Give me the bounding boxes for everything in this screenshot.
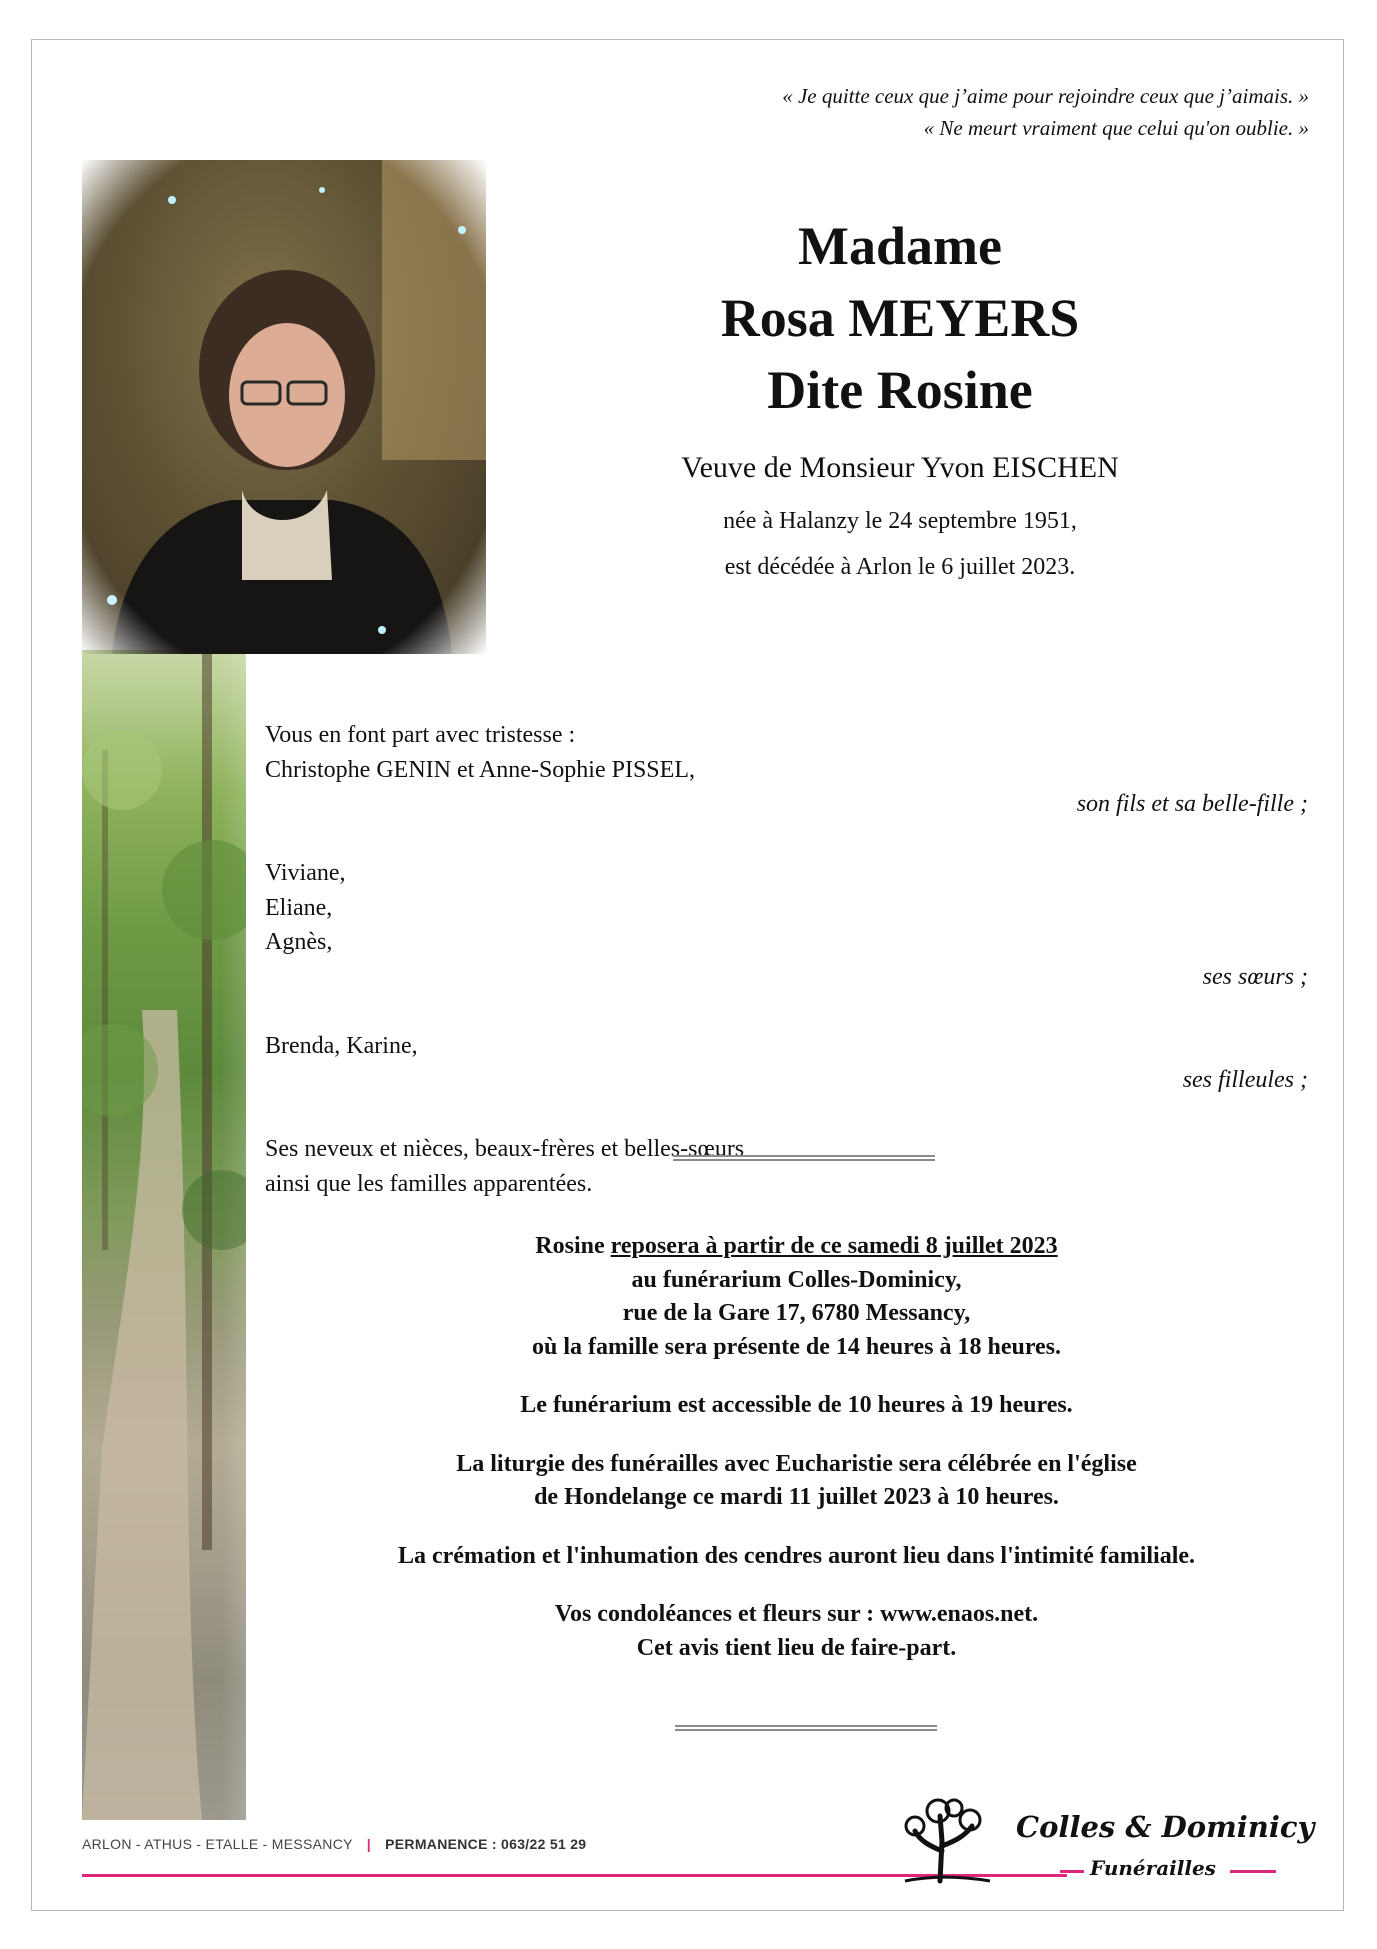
family-sister: Viviane, [265, 860, 346, 886]
widow-of: Veuve de Monsieur Yvon EISCHEN [681, 451, 1119, 484]
tree-icon [890, 1796, 1000, 1886]
honorific: Madame [798, 216, 1002, 276]
condolences-info: Vos condoléances et fleurs sur : www.enaos.net. [554, 1601, 1039, 1627]
family-sister: Eliane, [265, 894, 333, 921]
brand-name: Colles & Dominicy [1016, 1810, 1315, 1844]
liturgy-line: La liturgie des funérailles avec Eucharistie sera célébrée en l'église [456, 1450, 1137, 1477]
family-list [265, 718, 1308, 1201]
brand-logo [890, 1796, 1315, 1886]
family-others: Ses neveux et nièces, beaux-frères et belles-sœurs [265, 1136, 745, 1162]
family-son: Christophe GENIN et Anne-Sophie PISSEL, [265, 756, 695, 783]
footer-separator: | [366, 1836, 371, 1852]
brand-subtitle: Funérailles [1090, 1856, 1216, 1880]
deceased-header [560, 210, 1240, 590]
family-sister: Agnès, [265, 929, 333, 955]
family-intro: Vous en font part avec tristesse : [265, 722, 576, 748]
deceased-nickname: Dite Rosine [767, 360, 1033, 420]
relation-son: son fils et sa belle-fille ; [1076, 791, 1308, 817]
brand-underline [1060, 1870, 1084, 1873]
death-info: est décédée à Arlon le 6 juillet 2023. [724, 554, 1076, 580]
funeral-announcement [265, 1230, 1328, 1690]
birth-info: née à Halanzy le 24 septembre 1951, [723, 508, 1077, 534]
rest-address: rue de la Gare 17, 6780 Messancy, [622, 1300, 971, 1326]
portrait-photo [82, 160, 486, 654]
family-others: ainsi que les familles apparentées. [265, 1170, 593, 1197]
divider [673, 1155, 935, 1161]
rest-place: au funérarium Colles-Dominicy, [631, 1266, 962, 1293]
relation-goddaughters: ses filleules ; [1182, 1067, 1308, 1093]
epigraph-quotes [782, 80, 1309, 144]
family-goddaughters: Brenda, Karine, [265, 1032, 418, 1059]
quote-line: « Je quitte ceux que j’aime pour rejoindre ceux que j’aimais. » [782, 84, 1309, 108]
notice-info: Cet avis tient lieu de faire-part. [636, 1634, 957, 1661]
liturgy-line: de Hondelange ce mardi 11 juillet 2023 à 10 heures. [534, 1484, 1059, 1510]
forest-path-image [82, 650, 246, 1820]
quote-line: « Ne meurt vraiment que celui qu'on oublie. » [923, 116, 1309, 140]
rest-date: reposera à partir de ce samedi 8 juillet 2023 [610, 1233, 1058, 1259]
footer-locations: ARLON - ATHUS - ETALLE - MESSANCY [82, 1836, 353, 1852]
access-hours: Le funérarium est accessible de 10 heures à 19 heures. [520, 1392, 1073, 1418]
footer-permanence: PERMANENCE : 063/22 51 29 [385, 1836, 587, 1852]
divider [675, 1725, 937, 1731]
rest-prefix: Rosine [535, 1233, 611, 1259]
cremation-info: La crémation et l'inhumation des cendres auront lieu dans l'intimité familiale. [397, 1542, 1196, 1569]
brand-underline [1230, 1870, 1276, 1873]
deceased-name: Rosa MEYERS [720, 288, 1080, 348]
rest-family: où la famille sera présente de 14 heures à 18 heures. [531, 1333, 1062, 1360]
relation-sisters: ses sœurs ; [1202, 963, 1308, 990]
footer-contact [82, 1836, 586, 1852]
